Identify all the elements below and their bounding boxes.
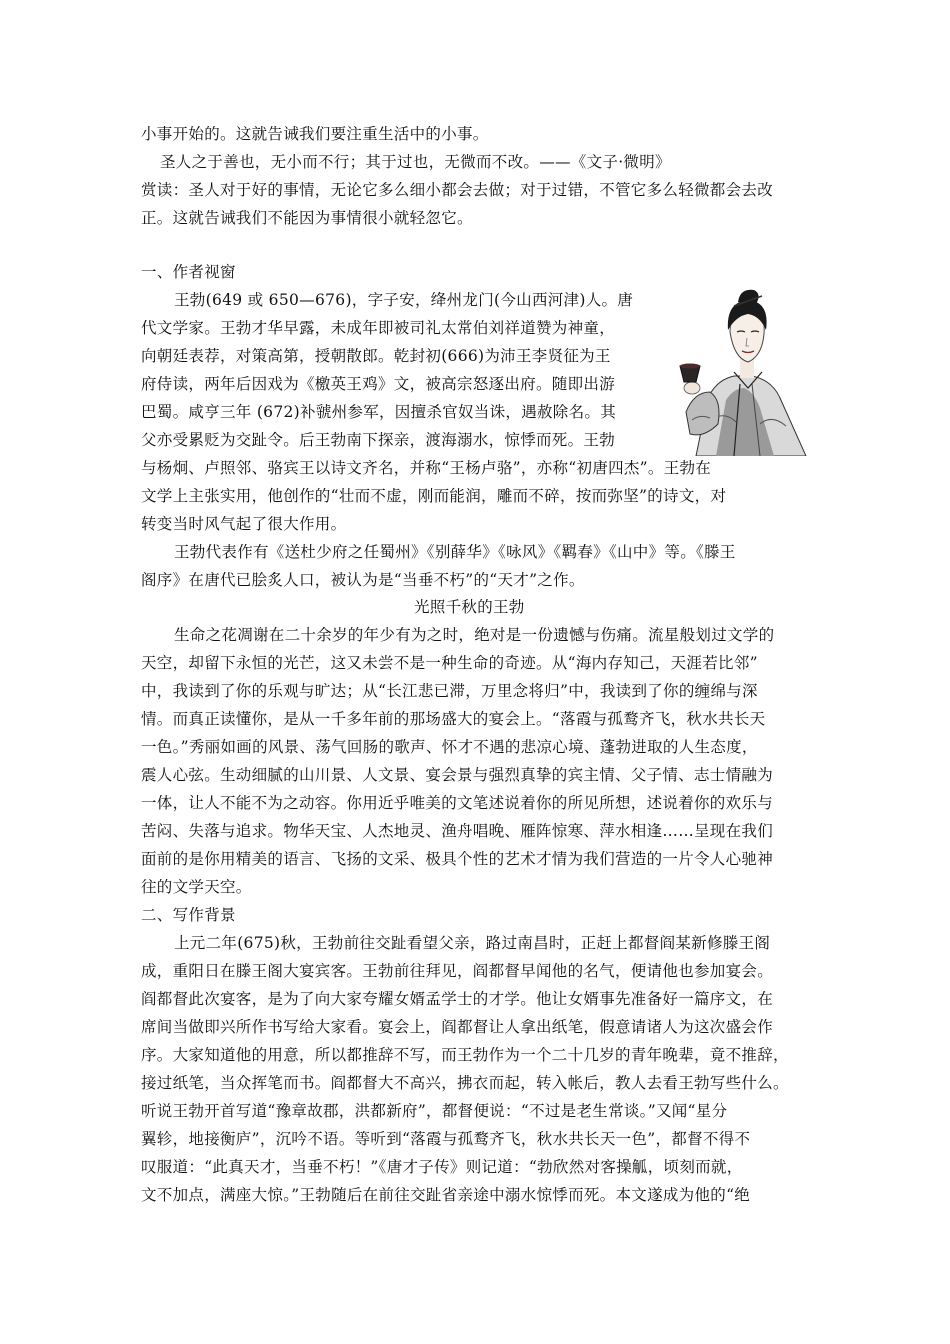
- essay-line: 一色。”秀丽如画的风景、荡气回肠的歌声、怀才不遇的悲凉心境、蓬勃进取的人生态度，: [141, 738, 758, 756]
- background-line: 文不加点，满座大惊。”王勃随后在前往交趾省亲途中溺水惊悸而死。本文遂成为他的“绝: [141, 1186, 751, 1204]
- background-line: 叹服道：“此真天才，当垂不朽！”《唐才子传》则记道：“勃欣然对客操觚，顷刻而就，: [141, 1158, 743, 1176]
- essay-line: 苦闷、失落与追求。物华天宝、人杰地灵、渔舟唱晚、雁阵惊寒、萍水相逢……呈现在我们: [141, 822, 774, 840]
- intro-line: 小事开始的。这就告诫我们要注重生活中的小事。: [141, 125, 489, 143]
- background-line: 席间当做即兴所作书写给大家看。宴会上，阎都督让人拿出纸笔，假意请诸人为这次盛会作: [141, 1018, 774, 1036]
- essay-line: 震人心弦。生动细腻的山川景、人文景、宴会景与强烈真挚的宾主情、父子情、志士情融为: [141, 766, 774, 784]
- essay-line: 天空，却留下永恒的光芒，这又未尝不是一种生命的奇迹。从“海内存知己，天涯若比邻”: [141, 654, 758, 672]
- background-line: 听说王勃开首写道“豫章故郡，洪都新府”，都督便说：“不过是老生常谈。”又闻“星分: [141, 1102, 728, 1120]
- works-line: 王勃代表作有《送杜少府之任蜀州》《别薛华》《咏风》《羁春》《山中》等。《滕王: [174, 543, 736, 561]
- bio-line: 巴蜀。咸亨三年 (672)补虢州参军，因擅杀官奴当诛，遇赦除名。其: [141, 403, 617, 421]
- bio-line: 转变当时风气起了很大作用。: [141, 515, 347, 533]
- background-line: 序。大家知道他的用意，所以都推辞不写，而王勃作为一个二十几岁的青年晚辈，竟不推辞，: [141, 1046, 789, 1064]
- background-line: 翼轸，地接衡庐”，沉吟不语。等听到“落霞与孤鹜齐飞，秋水共长天一色”，都督不得不: [141, 1130, 751, 1148]
- wang-bo-portrait-image: [656, 288, 812, 456]
- background-line: 上元二年(675)秋，王勃前往交趾看望父亲，路过南昌时，正赶上都督阎某新修滕王阁: [174, 934, 771, 952]
- background-line: 阎都督此次宴客，是为了向大家夸耀女婿孟学士的才学。他让女婿事先准备好一篇序文，在: [141, 990, 774, 1008]
- essay-line: 往的文学天空。: [141, 878, 252, 896]
- bio-line: 父亦受累贬为交趾令。后王勃南下探亲，渡海溺水，惊悸而死。王勃: [141, 431, 616, 449]
- essay-line: 面前的是你用精美的语言、飞扬的文采、极具个性的艺术才情为我们营造的一片令人心驰神: [141, 850, 774, 868]
- bio-line: 与杨炯、卢照邻、骆宾王以诗文齐名，并称“王杨卢骆”，亦称“初唐四杰”。王勃在: [141, 459, 712, 477]
- essay-line: 中，我读到了你的乐观与旷达；从“长江悲已滞，万里念将归”中，我读到了你的缠绵与深: [141, 682, 758, 700]
- quote-line: 圣人之于善也，无小而不行；其于过也，无微而不改。——《文子·微明》: [160, 153, 671, 171]
- works-line: 阁序》在唐代已脍炙人口，被认为是“当垂不朽”的“天才”之作。: [141, 571, 585, 589]
- bio-line: 代文学家。王勃才华早露，未成年即被司礼太常伯刘祥道赞为神童，: [141, 319, 616, 337]
- essay-line: 情。而真正读懂你，是从一千多年前的那场盛大的宴会上。“落霞与孤鹜齐飞，秋水共长天: [141, 710, 766, 728]
- bio-line: 王勃(649 或 650—676)，字子安，绛州龙门(今山西河津)人。唐: [174, 291, 634, 309]
- essay-line: 生命之花凋谢在二十余岁的年少有为之时，绝对是一份遗憾与伤痛。流星般划过文学的: [174, 626, 775, 644]
- background-line: 成，重阳日在滕王阁大宴宾客。王勃前往拜见，阎都督早闻他的名气，便请他也参加宴会。: [141, 962, 774, 980]
- essay-line: 一体，让人不能不为之动容。你用近乎唯美的文笔述说着你的所见所想，述说着你的欢乐与: [141, 794, 774, 812]
- bio-line: 向朝廷表荐，对策高第，授朝散郎。乾封初(666)为沛王李贤征为王: [141, 347, 611, 365]
- appreciation-line: 正。这就告诫我们不能因为事情很小就轻忽它。: [141, 209, 473, 227]
- appreciation-line: 赏读：圣人对于好的事情，无论它多么细小都会去做；对于过错，不管它多么轻微都会去改: [141, 181, 774, 199]
- essay-title: 光照千秋的王勃: [414, 598, 525, 616]
- bio-line: 文学上主张实用，他创作的“壮而不虚，刚而能润，雕而不碎，按而弥坚”的诗文，对: [141, 487, 727, 505]
- section-heading-background: 二、写作背景: [141, 906, 236, 924]
- background-line: 接过纸笔，当众挥笔而书。阎都督大不高兴，拂衣而起，转入帐后，教人去看王勃写些什么。: [141, 1074, 789, 1092]
- section-heading-author: 一、作者视窗: [141, 263, 236, 281]
- bio-line: 府侍读，两年后因戏为《檄英王鸡》文，被高宗怒逐出府。随即出游: [141, 375, 616, 393]
